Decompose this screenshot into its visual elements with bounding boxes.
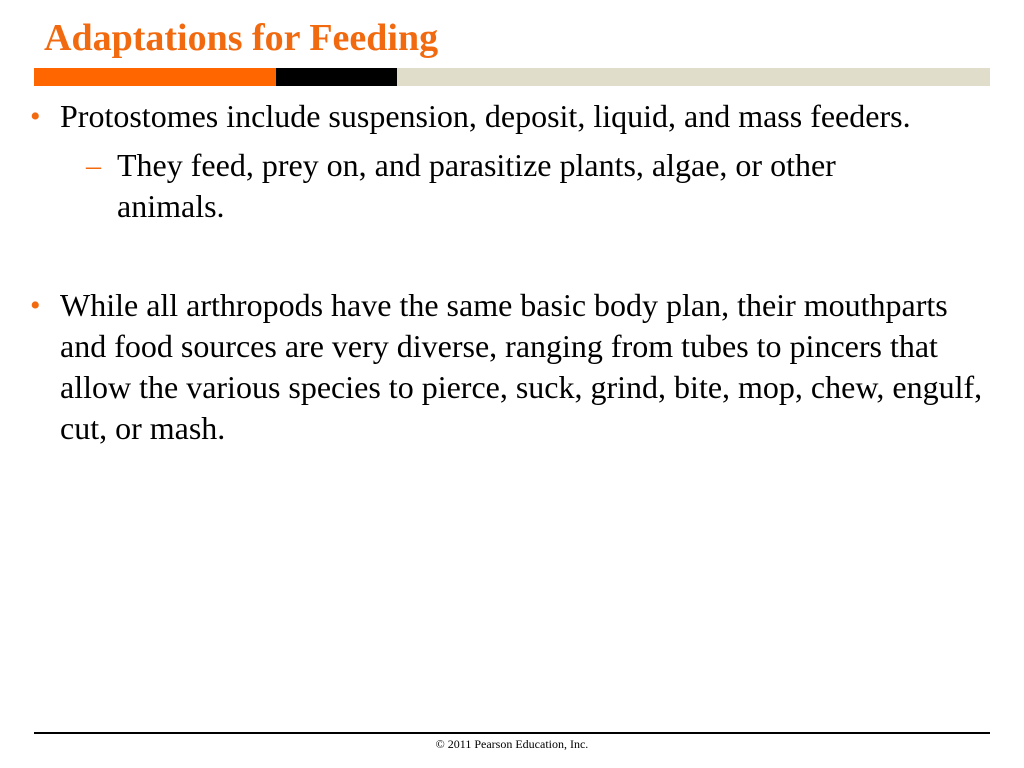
bullet-marker: •	[30, 100, 41, 133]
bullet-text: While all arthropods have the same basic body plan, their mouthparts and food sources are very diverse, ranging from tubes to pincers that allow the various species to pierce, suck, grind, bite, mop, chew, engulf, cut, or mash.	[60, 287, 983, 446]
footer-divider	[34, 732, 990, 734]
title-bar-black-segment	[276, 68, 397, 86]
title-bar-orange-segment	[34, 68, 276, 86]
bullet-text: Protostomes include suspension, deposit, liquid, and mass feeders.	[60, 98, 911, 134]
bullet-marker: •	[30, 289, 41, 322]
sub-bullet-text: They feed, prey on, and parasitize plants, algae, or other animals.	[117, 147, 836, 224]
sub-bullet-marker: –	[86, 149, 101, 182]
title-bar-tan-segment	[397, 68, 990, 86]
title-underline-bar	[34, 68, 990, 86]
copyright-footer: © 2011 Pearson Education, Inc.	[435, 737, 589, 751]
slide-title: Adaptations for Feeding	[44, 17, 439, 59]
